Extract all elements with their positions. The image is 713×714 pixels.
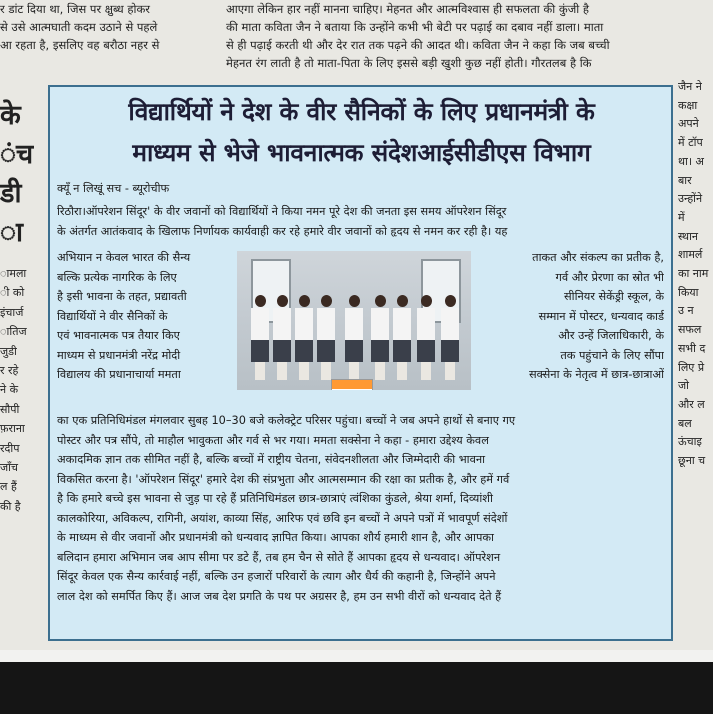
article-line: विद्यार्थियों ने वीर सैनिकों के — [57, 309, 168, 323]
article-box — [48, 85, 673, 641]
article-line: लाल देश को समर्पित किए हैं। आज जब देश प्रगति के पथ पर अग्रसर है, हम उन सभी वीरों को धन्यवाद देते हैं — [57, 589, 502, 603]
article-line: है इसी भावना के तहत, प्रद्यावती — [57, 290, 187, 303]
text-line: इंचार्ज — [0, 305, 24, 319]
text-line: र रहे — [0, 364, 19, 378]
text-line: में — [678, 210, 685, 224]
text-line: छूना च — [678, 454, 706, 468]
indian-flag-icon — [331, 379, 373, 390]
text-line: मेहनत रंग लाती है तो माता-पिता के लिए इससे बड़ी खुशी कुछ नहीं होती। गौरतलब है कि — [226, 56, 592, 70]
text-line: बल — [678, 416, 692, 430]
text-line: ऊंचाइ — [678, 435, 702, 449]
article-left-column — [57, 248, 232, 385]
article-line: तक पहुंचाने के लिए सौंपा — [560, 348, 664, 362]
headline-line: माध्यम से भेजे भावनात्मक संदेशआईसीडीएस विभाग — [132, 138, 591, 167]
text-line: आएगा लेकिन हार नहीं मानना चाहिए। मेहनत और आत्मविश्वास ही सफलता की कुंजी है — [226, 2, 589, 16]
text-line: कक्षा — [678, 98, 698, 112]
article-headline — [56, 91, 667, 173]
article-line: सम्मान में पोस्टर, धन्यवाद कार्ड — [538, 309, 664, 323]
text-line: सौपी — [0, 402, 20, 416]
article-line: विद्यालय की प्रधानाचार्या ममता — [57, 368, 181, 381]
text-line: से उसे आत्मघाती कदम उठाने से पहले — [0, 20, 158, 34]
article-line: सिंदूर केवल एक सैन्य कार्रवाई नहीं, बल्कि उन हजारों परिवारों के त्याग और धैर्य की कहानी है, जिन्होंने अपने — [57, 570, 496, 583]
article-byline: क्यूँ न लिखूं सच - ब्यूरोचीफ — [57, 182, 170, 195]
top-left-column — [0, 0, 220, 54]
text-line: र डांट दिया था, जिस पर क्षुब्ध होकर — [0, 2, 151, 16]
text-line: से ही पढ़ाई करती थी और देर रात तक पढ़ने की आदत थी। कविता जैन ने कहा कि जब बच्ची — [226, 38, 610, 52]
text-line: ने के — [0, 383, 19, 397]
text-line: की है — [0, 499, 21, 513]
text-line: की माता कविता जैन ने बताया कि उन्होंने कभी भी बेटी पर पढ़ाई का दबाव नहीं डाला। माता — [226, 20, 604, 34]
text-line: जुडी — [0, 344, 17, 358]
article-line: बलिदान हमारा अभिमान जब आप सीमा पर डटे हैं, तब हम चैन से सोते हैं आपका हृदय से धन्यवाद। ऑपरेशन — [57, 550, 501, 564]
headline-fragment: ा — [0, 217, 24, 248]
article-line: कालकोरिया, अविकल्प, रागिनी, अयांश, काव्या सिंह, आरिफ एवं छवि इन बच्चों ने अपने पत्रों में भावपूर्ण संदेशों — [57, 511, 508, 525]
text-line: स्थान — [678, 229, 699, 243]
article-line: सीनियर सेकेंड्री स्कूल, के — [564, 290, 664, 303]
article-line: का एक प्रतिनिधिमंडल मंगलवार सुबह 10–30 बजे कलेक्ट्रेट परिसर पहुंचा। बच्चों ने जब अपने हाथों से बनाए गए — [57, 414, 516, 427]
text-line: बार — [678, 173, 692, 187]
text-line: जैन ने — [678, 80, 702, 93]
article-line: बल्कि प्रत्येक नागरिक के लिए — [57, 270, 177, 284]
bottom-black-band — [0, 662, 713, 714]
top-middle-column — [226, 0, 713, 72]
text-line: आ रहता है, इसलिए वह बरौठा नहर से — [0, 38, 160, 52]
text-line: लिए प्रे — [678, 360, 705, 374]
text-line: किया — [678, 285, 699, 299]
text-line: ल हैं — [0, 480, 17, 494]
text-line: उन्होंने — [678, 192, 703, 206]
text-line: उ न — [678, 304, 694, 318]
article-line: विकसित करना है। 'ऑपरेशन सिंदूर' हमारे देश की संप्रभुता और आत्मसम्मान की रक्षा का प्रतीक है, और हमें गर्व — [57, 472, 510, 486]
text-line: जो — [678, 379, 690, 393]
article-line: ताकत और संकल्प का प्रतीक है, — [532, 251, 664, 264]
text-line: शामर्ल — [678, 248, 703, 262]
headline-fragment: ंच — [0, 139, 34, 170]
article-line: पोस्टर और पत्र सौंपे, तो माहौल भावुकता और गर्व से भर गया। ममता सक्सेना ने कहा - हमारा उद्देश्य केवल — [57, 433, 489, 447]
text-line: फ़राना — [0, 422, 25, 436]
students-photo — [237, 251, 471, 390]
article-body — [57, 411, 662, 606]
article-line: सक्सेना के नेतृत्व में छात्र-छात्राओं — [528, 368, 664, 381]
article-line: के माध्यम से वीर जवानों और प्रधानमंत्री को धन्यवाद ज्ञापित किया। आपका शौर्य हमारी शान है, और आपका — [57, 531, 494, 544]
article-line: गर्व और प्रेरणा का स्रोत भी — [555, 270, 664, 284]
left-cropped-column — [0, 96, 44, 516]
headline-fragment: डी — [0, 178, 22, 209]
article-line: अभियान न केवल भारत की सैन्य — [57, 251, 191, 264]
article-line: है कि हमारे बच्चे इस भावना से जुड़ पा रहे हैं प्रतिनिधिमंडल छात्र-छात्राएं त्वंशिका कुंडले, श्रेया शर्मा, दिव्यांशी — [57, 492, 493, 505]
headline-line: विद्यार्थियों ने देश के वीर सैनिकों के लिए प्रधानमंत्री के — [128, 97, 595, 126]
article-line: रिठौरा।ऑपरेशन सिंदूर' के वीर जवानों को विद्यार्थियों ने किया नमन पूरे देश की जनता इस समय ऑपरेशन सिंदूर — [57, 205, 507, 218]
article-line: एवं भावनात्मक पत्र तैयार किए — [57, 329, 180, 342]
text-line: जाँच — [0, 461, 18, 475]
text-line: का नाम — [678, 267, 709, 281]
text-line: रदीप — [0, 441, 20, 455]
right-cropped-column — [678, 78, 713, 471]
headline-fragment: के — [0, 100, 21, 131]
text-line: सफल — [678, 323, 702, 337]
article-line: और उन्हें जिलाधिकारी, के — [558, 329, 664, 342]
text-line: ी को — [0, 286, 25, 300]
text-line: था। अ — [678, 154, 704, 168]
article-right-column — [477, 248, 664, 385]
article-line: अकादमिक ज्ञान तक सीमित नहीं है, बल्कि बच्चों में राष्ट्रीय चेतना, संवेदनशीलता और जिम्मेदारी की भावना — [57, 453, 486, 466]
article-line: माध्यम से प्रधानमंत्री नरेंद्र मोदी — [57, 348, 181, 362]
article-intro — [57, 202, 662, 241]
text-line: ातिज — [0, 325, 27, 339]
text-line: अपने — [678, 117, 699, 131]
text-line: में टॉप — [678, 136, 703, 150]
text-line: ामला — [0, 267, 27, 280]
text-line: सभी द — [678, 341, 706, 355]
page-gap — [0, 650, 713, 662]
text-line: और ल — [678, 397, 705, 411]
article-line: के अंतर्गत आतंकवाद के खिलाफ निर्णायक कार्यवाही कर रहे हमारे वीर जवानों को हृदय से नमन कर रही है। यह — [57, 224, 508, 238]
